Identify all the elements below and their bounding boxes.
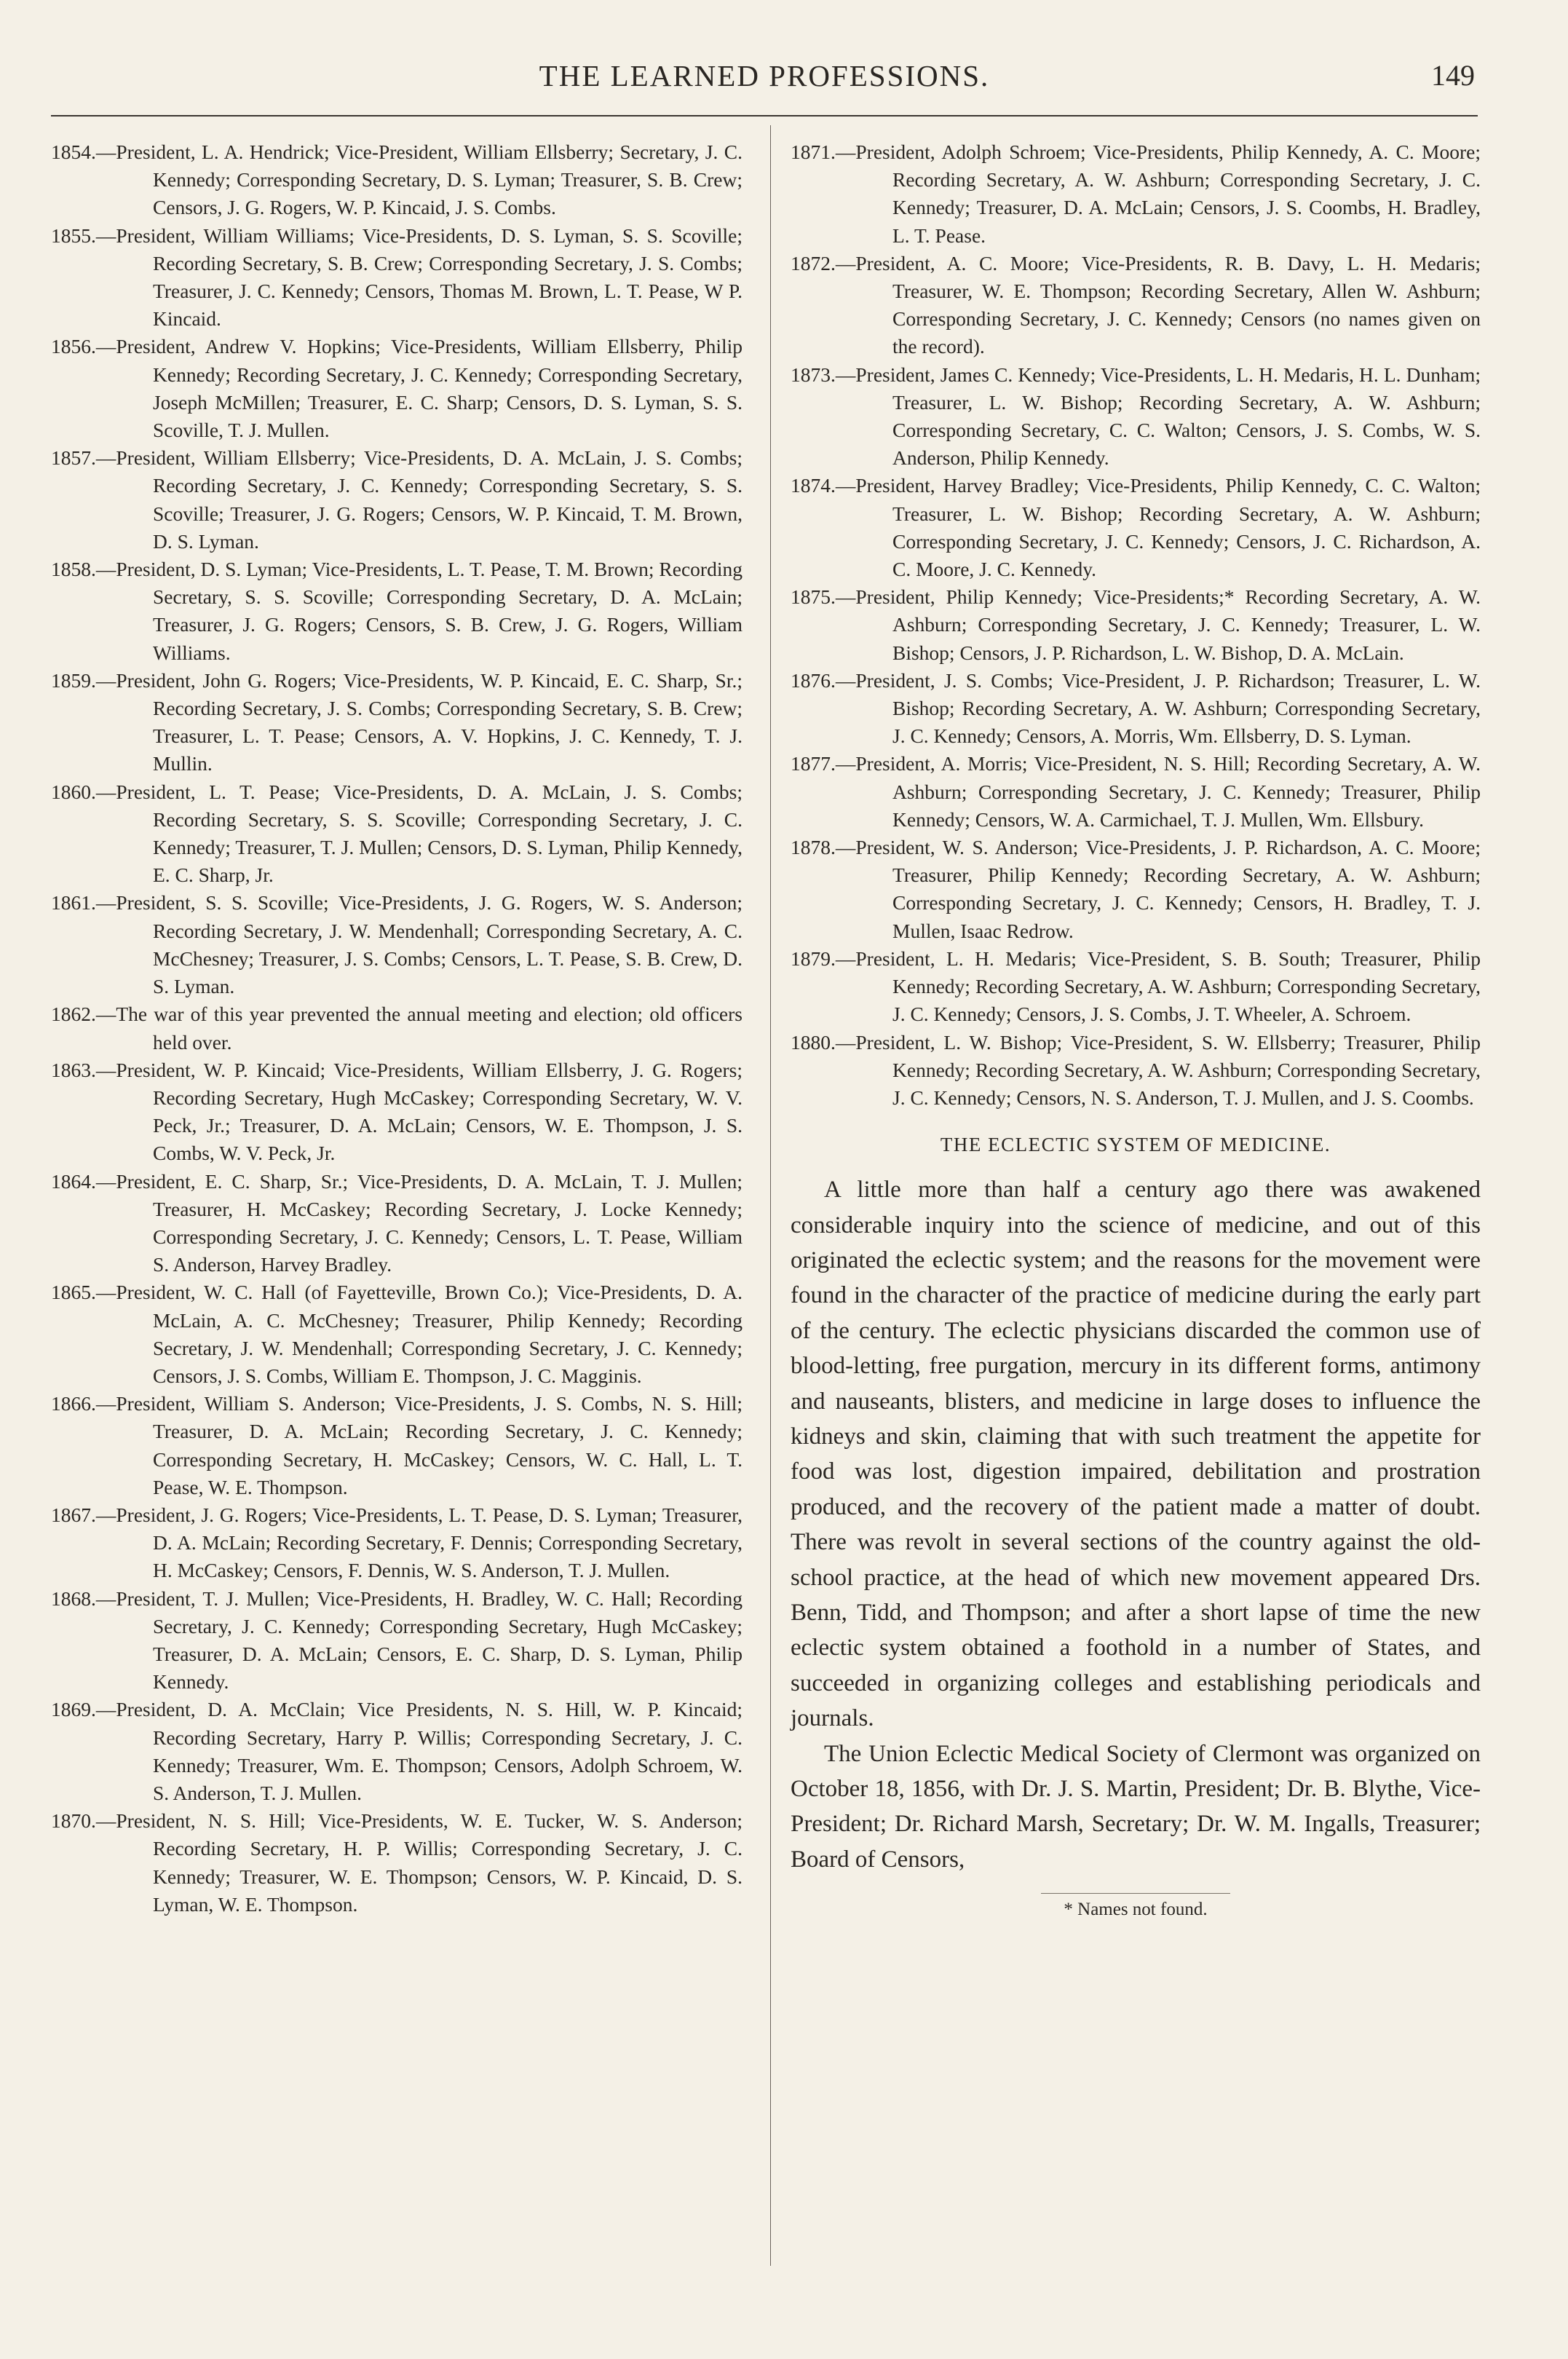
officer-entry-1855: 1855.—President, William Williams; Vice-Presidents, D. S. Lyman, S. S. Scoville; Recording Secretary, S. B. Crew; Corresponding Secretary, J. S. Combs; Treasurer, J. C. Kennedy; Censors, Thomas M. Brown, L. T. Pease, W P. Kincaid. [51,224,743,331]
section-heading: THE ECLECTIC SYSTEM OF MEDICINE. [940,1134,1331,1156]
officer-entry-1866: 1866.—President, William S. Anderson; Vice-Presidents, J. S. Combs, N. S. Hill; Treasurer, D. A. McLain; Recording Secretary, J. C. Kennedy; Corresponding Secretary, H. McCaskey; Censors, W. C. Hall, L. T. Pease, W. E. Thompson. [51,1392,743,1498]
officer-entry-1875: 1875.—President, Philip Kennedy; Vice-Presidents;* Recording Secretary, A. W. Ashburn; Corresponding Secretary, J. C. Kennedy; Treasurer, L. W. Bishop; Censors, J. P. Richardson, L. W. Bishop, D. A. McLain. [791,585,1481,664]
officer-entry-1859: 1859.—President, John G. Rogers; Vice-Presidents, W. P. Kincaid, E. C. Sharp, Sr.; Recording Secretary, J. S. Combs; Corresponding Secretary, S. B. Crew; Treasurer, L. T. Pease; Censors, A. V. Hopkins, J. C. Kennedy, T. J. Mullin. [51,668,743,775]
officer-entry-1880: 1880.—President, L. W. Bishop; Vice-President, S. W. Ellsberry; Treasurer, Philip Kennedy; Recording Secretary, A. W. Ashburn; Corresponding Secretary, J. C. Kennedy; Censors, N. S. Anderson, T. J. Mullen, and J. S. Coombs. [791,1030,1481,1109]
officer-entry-1873: 1873.—President, James C. Kennedy; Vice-Presidents, L. H. Medaris, H. L. Dunham; Treasurer, L. W. Bishop; Recording Secretary, A. W. Ashburn; Corresponding Secretary, C. C. Walton; Censors, J. S. Combs, W. S. Anderson, Philip Kennedy. [791,363,1481,470]
officer-entry-1854: 1854.—President, L. A. Hendrick; Vice-President, William Ellsberry; Secretary, J. C. Kennedy; Corresponding Secretary, D. S. Lyman; Treasurer, S. B. Crew; Censors, J. G. Rogers, W. P. Kincaid, J. S. Combs. [51,141,743,219]
running-title: THE LEARNED PROFESSIONS. [539,59,990,92]
officer-entry-1870: 1870.—President, N. S. Hill; Vice-Presidents, W. E. Tucker, W. S. Anderson; Recording Secretary, H. P. Willis; Corresponding Secretary, J. C. Kennedy; Treasurer, W. E. Thompson; Censors, W. P. Kincaid, D. S. Lyman, W. E. Thompson. [51,1809,743,1916]
page-number: 149 [1431,59,1475,92]
officer-entry-1874: 1874.—President, Harvey Bradley; Vice-Presidents, Philip Kennedy, C. C. Walton; Treasurer, L. W. Bishop; Recording Secretary, A. W. Ashburn; Corresponding Secretary, J. C. Kennedy; Censors, J. C. Richardson, A. C. Moore, J. C. Kennedy. [791,474,1481,581]
officer-entry-1860: 1860.—President, L. T. Pease; Vice-Presidents, D. A. McLain, J. S. Combs; Recording Secretary, S. S. Scoville; Corresponding Secretary, J. C. Kennedy; Treasurer, T. J. Mullen; Censors, D. S. Lyman, Philip Kennedy, E. C. Sharp, Jr. [51,780,743,887]
officer-entry-1879: 1879.—President, L. H. Medaris; Vice-President, S. B. South; Treasurer, Philip Kennedy; Recording Secretary, A. W. Ashburn; Corresponding Secretary, J. C. Kennedy; Censors, J. S. Combs, J. T. Wheeler, A. Schroem. [791,947,1481,1026]
left-column [51,138,743,1919]
officer-entry-1861: 1861.—President, S. S. Scoville; Vice-Presidents, J. G. Rogers, W. S. Anderson; Recording Secretary, J. W. Mendenhall; Corresponding Secretary, A. C. McChesney; Treasurer, J. S. Combs; Censors, L. T. Pease, S. B. Crew, D. S. Lyman. [51,891,743,998]
right-column [791,138,1481,1920]
body-paragraph: The Union Eclectic Medical Society of Clermont was organized on October 18, 1856, with Dr. J. S. Martin, President; Dr. B. Blythe, Vice-President; Dr. Richard Marsh, Secretary; Dr. W. M. Ingalls, Treasurer; Board of Censors, [791,1740,1481,1873]
officer-entry-1871: 1871.—President, Adolph Schroem; Vice-Presidents, Philip Kennedy, A. C. Moore; Recording Secretary, A. W. Ashburn; Corresponding Secretary, J. C. Kennedy; Treasurer, D. A. McLain; Censors, J. S. Coombs, H. Bradley, L. T. Pease. [791,141,1481,247]
footnote: * Names not found. [1064,1900,1208,1920]
officer-entry-1878: 1878.—President, W. S. Anderson; Vice-Presidents, J. P. Richardson, A. C. Moore; Treasurer, Philip Kennedy; Recording Secretary, A. W. Ashburn; Corresponding Secretary, J. C. Kennedy; Censors, H. Bradley, T. J. Mullen, Isaac Redrow. [791,836,1481,942]
column-divider [770,125,771,2266]
officer-entry-1864: 1864.—President, E. C. Sharp, Sr.; Vice-Presidents, D. A. McLain, T. J. Mullen; Treasurer, H. McCaskey; Recording Secretary, J. Locke Kennedy; Corresponding Secretary, J. C. Kennedy; Censors, L. T. Pease, William S. Anderson, Harvey Bradley. [51,1169,743,1276]
officer-entry-1872: 1872.—President, A. C. Moore; Vice-Presidents, R. B. Davy, L. H. Medaris; Treasurer, W. E. Thompson; Recording Secretary, Allen W. Ashburn; Corresponding Secretary, J. C. Kennedy; Censors (no names given on the record). [791,251,1481,358]
officer-entry-1862: 1862.—The war of this year prevented the annual meeting and election; old officers held over. [51,1003,743,1054]
header-rule [51,115,1478,116]
officer-entry-1867: 1867.—President, J. G. Rogers; Vice-Presidents, L. T. Pease, D. S. Lyman; Treasurer, D. A. McLain; Recording Secretary, F. Dennis; Corresponding Secretary, H. McCaskey; Censors, F. Dennis, W. S. Anderson, T. J. Mullen. [51,1503,743,1582]
officer-entry-1863: 1863.—President, W. P. Kincaid; Vice-Presidents, William Ellsberry, J. G. Rogers; Recording Secretary, Hugh McCaskey; Corresponding Secretary, W. V. Peck, Jr.; Treasurer, D. A. McLain; Censors, W. E. Thompson, J. S. Combs, W. V. Peck, Jr. [51,1058,743,1165]
officer-entry-1877: 1877.—President, A. Morris; Vice-President, N. S. Hill; Recording Secretary, A. W. Ashburn; Corresponding Secretary, J. C. Kennedy; Treasurer, Philip Kennedy; Censors, W. A. Carmichael, T. J. Mullen, Wm. Ellsbury. [791,752,1481,831]
officer-entry-1856: 1856.—President, Andrew V. Hopkins; Vice-Presidents, William Ellsberry, Philip Kennedy; Recording Secretary, J. C. Kennedy; Corresponding Secretary, Joseph McMillen; Treasurer, E. C. Sharp; Censors, D. S. Lyman, S. S. Scoville, T. J. Mullen. [51,335,743,442]
officer-entry-1868: 1868.—President, T. J. Mullen; Vice-Presidents, H. Bradley, W. C. Hall; Recording Secretary, J. C. Kennedy; Corresponding Secretary, Hugh McCaskey; Treasurer, D. A. McLain; Censors, E. C. Sharp, D. S. Lyman, Philip Kennedy. [51,1587,743,1694]
officer-entry-1865: 1865.—President, W. C. Hall (of Fayetteville, Brown Co.); Vice-Presidents, D. A. McLain, A. C. McChesney; Treasurer, Philip Kennedy; Recording Secretary, J. W. Mendenhall; Corresponding Secretary, J. C. Kennedy; Censors, J. S. Combs, William E. Thompson, J. C. Magginis. [51,1281,743,1387]
officer-entry-1876: 1876.—President, J. S. Combs; Vice-President, J. P. Richardson; Treasurer, L. W. Bishop; Recording Secretary, A. W. Ashburn; Corresponding Secretary, J. C. Kennedy; Censors, A. Morris, Wm. Ellsberry, D. S. Lyman. [791,668,1481,748]
officer-entry-1869: 1869.—President, D. A. McClain; Vice Presidents, N. S. Hill, W. P. Kincaid; Recording Secretary, Harry P. Willis; Corresponding Secretary, J. C. Kennedy; Treasurer, Wm. E. Thompson; Censors, Adolph Schroem, W. S. Anderson, T. J. Mullen. [51,1698,743,1804]
officer-entry-1858: 1858.—President, D. S. Lyman; Vice-Presidents, L. T. Pease, T. M. Brown; Recording Secretary, S. S. Scoville; Corresponding Secretary, D. A. McLain; Treasurer, J. G. Rogers; Censors, S. B. Crew, J. G. Rogers, William Williams. [51,558,743,664]
footnote-rule [1041,1893,1230,1894]
body-paragraph: A little more than half a century ago there was awakened considerable inquiry into the science of medicine, and out of this originated the eclectic system; and the reasons for the movement were found in the character of the practice of medicine during the early part of the century. The eclectic physicians discarded the common use of blood-letting, free purgation, mercury in its different forms, antimony and nauseants, blisters, and medicine in large doses to influence the kidneys and skin, claiming that with such treatment the appetite for food was lost, digestion impaired, debilitation and prostration produced, and the recovery of the patient made a matter of doubt. There was revolt in several sections of the country against the old-school practice, at the head of which new movement appeared Drs. Benn, Tidd, and Thompson; and after a short lapse of time the new eclectic system obtained a foothold in a number of States, and succeeded in organizing colleges and establishing periodicals and journals. [791,1177,1481,1732]
officer-entry-1857: 1857.—President, William Ellsberry; Vice-Presidents, D. A. McLain, J. S. Combs; Recording Secretary, J. C. Kennedy; Corresponding Secretary, S. S. Scoville; Treasurer, J. G. Rogers; Censors, W. P. Kincaid, T. M. Brown, D. S. Lyman. [51,446,743,553]
running-header [51,52,1478,103]
